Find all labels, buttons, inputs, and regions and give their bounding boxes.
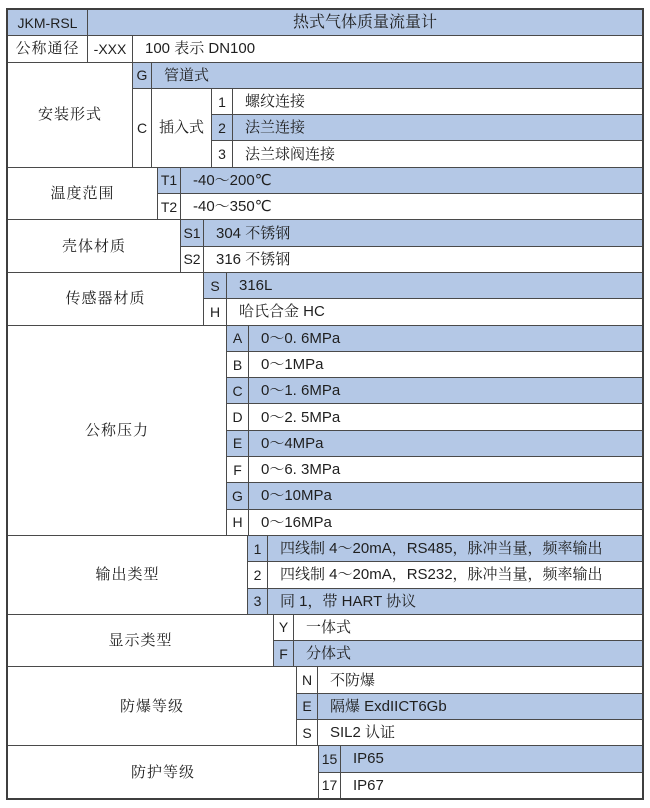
option-code: 3 xyxy=(248,589,267,614)
option-value: 哈氏合金 HC xyxy=(227,299,642,324)
product-title: 热式气体质量流量计 xyxy=(88,10,642,35)
option-value: 不防爆 xyxy=(318,667,642,692)
option-code: E xyxy=(297,694,317,719)
option-code: Y xyxy=(274,615,293,640)
section-pressure xyxy=(8,326,642,535)
section-label: 显示类型 xyxy=(8,615,273,667)
option-value: 管道式 xyxy=(152,63,642,88)
option-code: 3 xyxy=(212,141,232,166)
option-value: 同 1，带 HART 协议 xyxy=(268,589,642,614)
option-value: 0～6. 3MPa xyxy=(249,457,642,482)
option-value: 0～0. 6MPa xyxy=(249,326,642,351)
section-display xyxy=(8,615,642,667)
option-value: 螺纹连接 xyxy=(233,89,642,114)
insert-type-label: 插入式 xyxy=(152,89,211,167)
option-code: S xyxy=(204,273,226,298)
option-code: E xyxy=(227,431,248,456)
option-code: S2 xyxy=(181,247,203,272)
option-value: IP67 xyxy=(341,773,642,798)
section-model xyxy=(8,10,642,35)
section-explosion-proof xyxy=(8,667,642,745)
option-code: S xyxy=(297,720,317,745)
option-code: F xyxy=(274,641,293,666)
option-value: 分体式 xyxy=(294,641,642,666)
option-value: SIL2 认证 xyxy=(318,720,642,745)
option-value: 一体式 xyxy=(294,615,642,640)
option-value: 304 不锈钢 xyxy=(204,220,642,245)
section-label: 公称压力 xyxy=(8,326,226,535)
option-code: 2 xyxy=(248,562,267,587)
option-code: 17 xyxy=(319,773,340,798)
option-code: 2 xyxy=(212,115,232,140)
section-diameter xyxy=(8,36,642,61)
option-code: B xyxy=(227,352,248,377)
option-value: 四线制 4～20mA，RS232，脉冲当量，频率输出 xyxy=(268,562,642,587)
option-value: 316 不锈钢 xyxy=(204,247,642,272)
option-code: 1 xyxy=(248,536,267,561)
option-value: 隔爆 ExdIICT6Gb xyxy=(318,694,642,719)
section-label: 输出类型 xyxy=(8,536,247,614)
option-code: -XXX xyxy=(88,36,132,61)
option-code: G xyxy=(227,483,248,508)
section-label: 传感器材质 xyxy=(8,273,203,325)
option-value: 316L xyxy=(227,273,642,298)
option-value: 0～1MPa xyxy=(249,352,642,377)
option-code: H xyxy=(227,510,248,535)
option-code: H xyxy=(204,299,226,324)
option-code: N xyxy=(297,667,317,692)
option-value: -40～200℃ xyxy=(181,168,642,193)
option-code: T2 xyxy=(158,194,180,219)
section-label: 温度范围 xyxy=(8,168,157,220)
option-code: S1 xyxy=(181,220,203,245)
section-install xyxy=(8,63,642,167)
option-code: F xyxy=(227,457,248,482)
option-code: C xyxy=(227,378,248,403)
section-label: 防爆等级 xyxy=(8,667,296,745)
option-value: 0～16MPa xyxy=(249,510,642,535)
spec-table xyxy=(6,8,644,800)
model-code: JKM-RSL xyxy=(8,10,87,35)
option-value: 0～10MPa xyxy=(249,483,642,508)
option-value: 100 表示 DN100 xyxy=(133,36,642,61)
section-temperature xyxy=(8,168,642,220)
section-label: 公称通径 xyxy=(8,36,87,61)
option-value: IP65 xyxy=(341,746,642,771)
option-value: 0～1. 6MPa xyxy=(249,378,642,403)
option-code: 1 xyxy=(212,89,232,114)
option-code: A xyxy=(227,326,248,351)
option-code: 15 xyxy=(319,746,340,771)
option-value: 四线制 4～20mA，RS485，脉冲当量，频率输出 xyxy=(268,536,642,561)
option-value: 0～2. 5MPa xyxy=(249,404,642,429)
option-value: -40～350℃ xyxy=(181,194,642,219)
option-code: D xyxy=(227,404,248,429)
option-code: T1 xyxy=(158,168,180,193)
option-code: C xyxy=(133,89,151,167)
section-output xyxy=(8,536,642,614)
section-label: 防护等级 xyxy=(8,746,318,798)
section-label: 安装形式 xyxy=(8,63,132,167)
option-value: 0～4MPa xyxy=(249,431,642,456)
option-value: 法兰连接 xyxy=(233,115,642,140)
section-sensor-material xyxy=(8,273,642,325)
option-code: G xyxy=(133,63,151,88)
section-label: 壳体材质 xyxy=(8,220,180,272)
option-value: 法兰球阀连接 xyxy=(233,141,642,166)
section-shell-material xyxy=(8,220,642,272)
section-protection xyxy=(8,746,642,798)
